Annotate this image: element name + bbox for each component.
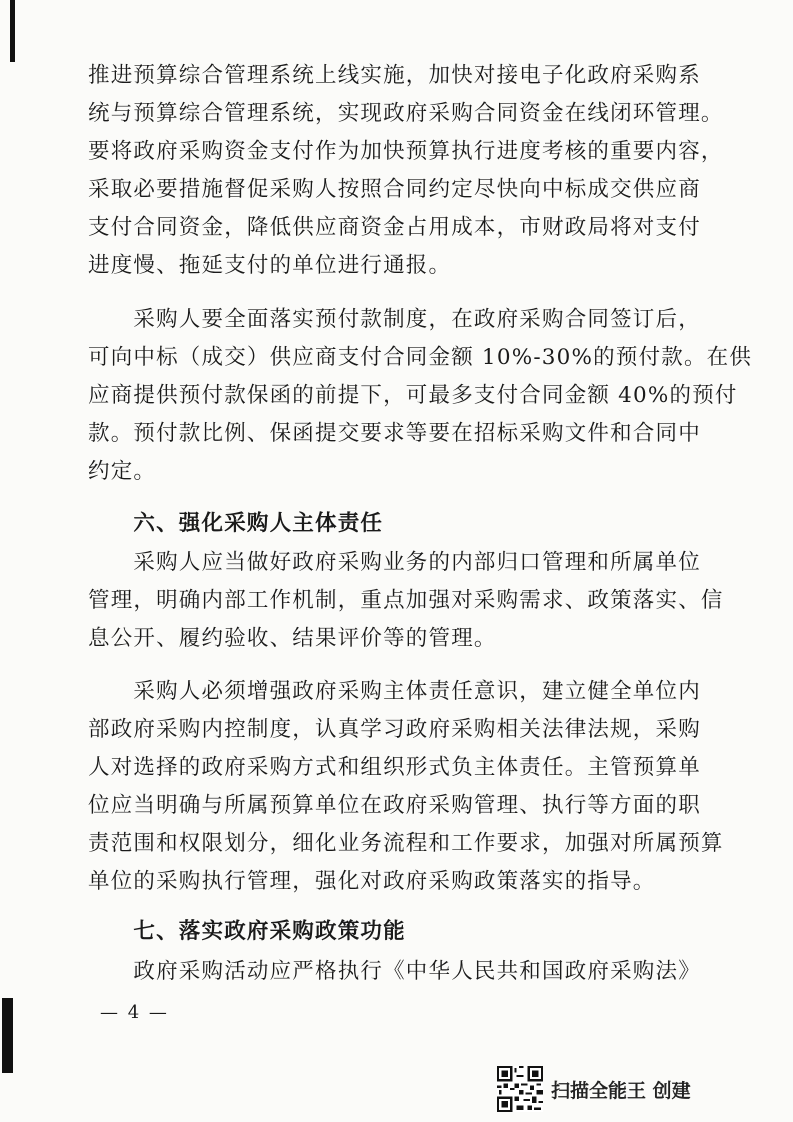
scan-edge-bottom-left (2, 998, 13, 1073)
scanner-app-label: 扫描全能王 创建 (551, 1079, 691, 1102)
scan-edge-top-left (10, 0, 15, 62)
body-line: 部政府采购内控制度，认真学习政府采购相关法律法规，采购 (88, 717, 701, 742)
body-line: 采购人应当做好政府采购业务的内部归口管理和所属单位 (88, 550, 701, 575)
body-line: 单位的采购执行管理，强化对政府采购政策落实的指导。 (88, 869, 656, 894)
body-line: 人对选择的政府采购方式和组织形式负主体责任。主管预算单 (88, 755, 701, 780)
body-line: 息公开、履约验收、结果评价等的管理。 (88, 626, 497, 651)
body-line: 采购人必须增强政府采购主体责任意识，建立健全单位内 (88, 679, 701, 704)
body-line: 采取必要措施督促采购人按照合同约定尽快向中标成交供应商 (88, 177, 701, 202)
body-line: 可向中标（成交）供应商支付合同金额 10%-30%的预付款。在供 (88, 345, 753, 370)
section-heading-6: 六、强化采购人主体责任 (88, 511, 384, 536)
page-number: — 4 — (100, 1002, 169, 1023)
body-line: 政府采购活动应严格执行《中华人民共和国政府采购法》 (88, 959, 701, 984)
body-line: 推进预算综合管理系统上线实施，加快对接电子化政府采购系 (88, 63, 701, 88)
body-line: 应商提供预付款保函的前提下，可最多支付合同金额 40%的预付 (88, 383, 738, 408)
body-line: 责范围和权限划分，细化业务流程和工作要求，加强对所属预算 (88, 831, 724, 856)
qr-code-icon (497, 1066, 543, 1112)
scanner-watermark (497, 1066, 691, 1112)
body-line: 统与预算综合管理系统，实现政府采购合同资金在线闭环管理。 (88, 101, 724, 126)
body-line: 位应当明确与所属预算单位在政府采购管理、执行等方面的职 (88, 793, 701, 818)
body-line: 进度慢、拖延支付的单位进行通报。 (88, 253, 452, 278)
body-line: 管理，明确内部工作机制，重点加强对采购需求、政策落实、信 (88, 588, 724, 613)
body-line: 约定。 (88, 459, 157, 484)
body-line: 款。预付款比例、保函提交要求等要在招标采购文件和合同中 (88, 421, 701, 446)
body-line: 支付合同资金，降低供应商资金占用成本，市财政局将对支付 (88, 215, 701, 240)
body-line: 采购人要全面落实预付款制度，在政府采购合同签订后， (88, 307, 701, 332)
body-line: 要将政府采购资金支付作为加快预算执行进度考核的重要内容， (88, 139, 724, 164)
section-heading-7: 七、落实政府采购政策功能 (88, 919, 406, 944)
